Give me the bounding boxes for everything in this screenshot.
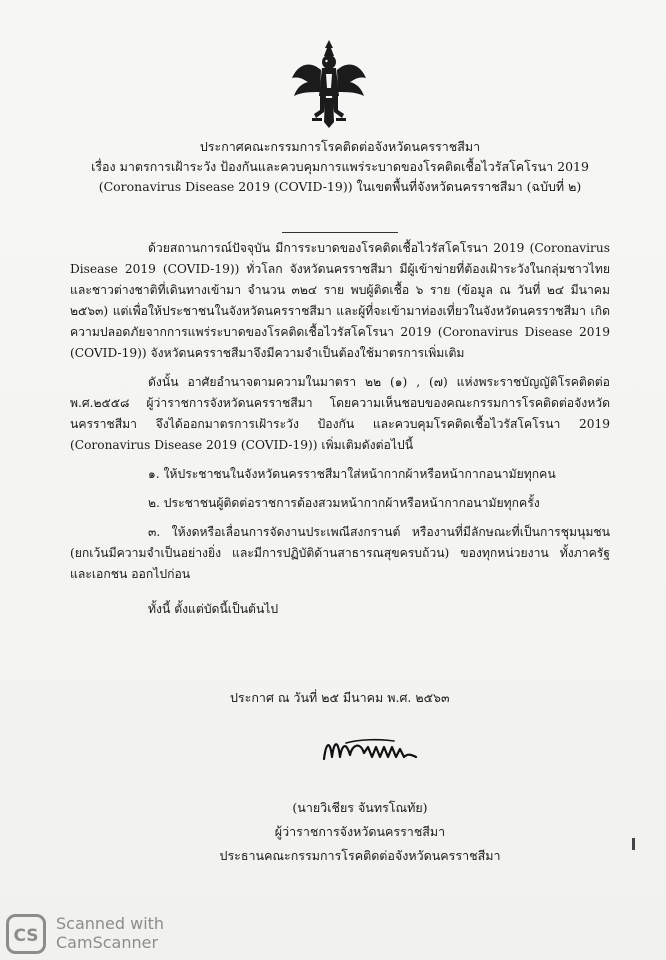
announcement-date: ประกาศ ณ วันที่ ๒๕ มีนาคม พ.ศ. ๒๕๖๓ <box>230 690 450 705</box>
signer-block <box>200 796 520 868</box>
camscanner-watermark <box>6 912 206 956</box>
handwritten-signature <box>320 733 420 765</box>
watermark-line-2: CamScanner <box>56 933 159 952</box>
measure-item-1: ๑. ให้ประชาชนในจังหวัดนครราชสีมาใส่หน้ากากผ้าหรือหน้ากากอนามัยทุกคน <box>148 467 556 481</box>
signer-title-1: ผู้ว่าราชการจังหวัดนครราชสีมา <box>274 824 446 839</box>
garuda-emblem-icon <box>290 38 368 130</box>
header-divider <box>282 232 398 233</box>
paragraph-2: ดังนั้น อาศัยอำนาจตามความในมาตรา ๒๒ (๑) , (๗) แห่งพระราชบัญญัติโรคติดต่อ พ.ศ.๒๕๕๘ ผู้ว่าราชการจังหวัดนครราชสีมา โดยความเห็นชอบของคณะกรรมการโรคติดต่อจังหวัดนครราชสีมา จึงได้ออกมาตรการเฝ้าระวัง ป้องกัน และควบคุมโรคติดเชื้อไวรัสโคโรนา 2019 (Coronavirus Disease 2019 (COVID-19)) เพิ่มเติมดังต่อไปนี้ <box>70 375 610 452</box>
document-header <box>90 137 590 197</box>
measure-item-3: ๓. ให้งดหรือเลื่อนการจัดงานประเพณีสงกรานต์ หรืองานที่มีลักษณะที่เป็นการชุมนุมชน (ยกเว้นมีความจำเป็นอย่างยิ่ง และมีการปฏิบัติด้านสาธารณสุขครบถ้วน) ของทุกหน่วยงาน ทั้งภาครัฐและเอกชน ออกไปก่อน <box>70 525 610 581</box>
signer-name: (นายวิเชียร จันทรโณทัย) <box>292 800 428 815</box>
paragraph-1: ด้วยสถานการณ์ปัจจุบัน มีการระบาดของโรคติดเชื้อไวรัสโคโรนา 2019 (Coronavirus Disease 2019 (COVID-19)) ทั่วโลก จังหวัดนครราชสีมา มีผู้เข้าข่ายที่ต้องเฝ้าระวังในกลุ่มชาวไทยและชาวต่างชาติที่เดินทางเข้ามา จำนวน ๓๒๔ ราย พบผู้ติดเชื้อ ๖ ราย (ข้อมูล ณ วันที่ ๒๔ มีนาคม ๒๕๖๓) แต่เพื่อให้ประชาชนในจังหวัดนครราชสีมา และผู้ที่จะเข้ามาท่องเที่ยวในจังหวัดนครราชสีมา เกิดความปลอดภัยจากการแพร่ระบาดของโรคติดเชื้อไวรัสโคโรนา 2019 (Coronavirus Disease 2019 (COVID-19)) จังหวัดนครราชสีมาจึงมีความจำเป็นต้องใช้มาตรการเพิ่มเติม <box>70 241 610 360</box>
header-line-1: ประกาศคณะกรรมการโรคติดต่อจังหวัดนครราชสีมา <box>199 139 481 154</box>
header-line-3: (Coronavirus Disease 2019 (COVID-19)) ในเขตพื้นที่จังหวัดนครราชสีมา (ฉบับที่ ๒) <box>98 179 582 194</box>
measure-item-2: ๒. ประชาชนผู้ติดต่อราชการต้องสวมหน้ากากผ้าหรือหน้ากากอนามัยทุกครั้ง <box>148 496 540 510</box>
header-line-2: เรื่อง มาตรการเฝ้าระวัง ป้องกันและควบคุมการแพร่ระบาดของโรคติดเชื้อไวรัสโคโรนา 2019 <box>91 159 589 174</box>
closing-statement: ทั้งนี้ ตั้งแต่บัดนี้เป็นต้นไป <box>148 602 279 616</box>
signer-title-2: ประธานคณะกรรมการโรคติดต่อจังหวัดนครราชสีมา <box>219 848 501 863</box>
document-body <box>70 238 610 620</box>
camscanner-logo-text: CS <box>13 926 39 946</box>
watermark-text <box>56 914 164 952</box>
camscanner-logo-icon <box>6 914 46 954</box>
margin-mark <box>632 838 635 850</box>
watermark-line-1: Scanned with <box>56 914 165 933</box>
